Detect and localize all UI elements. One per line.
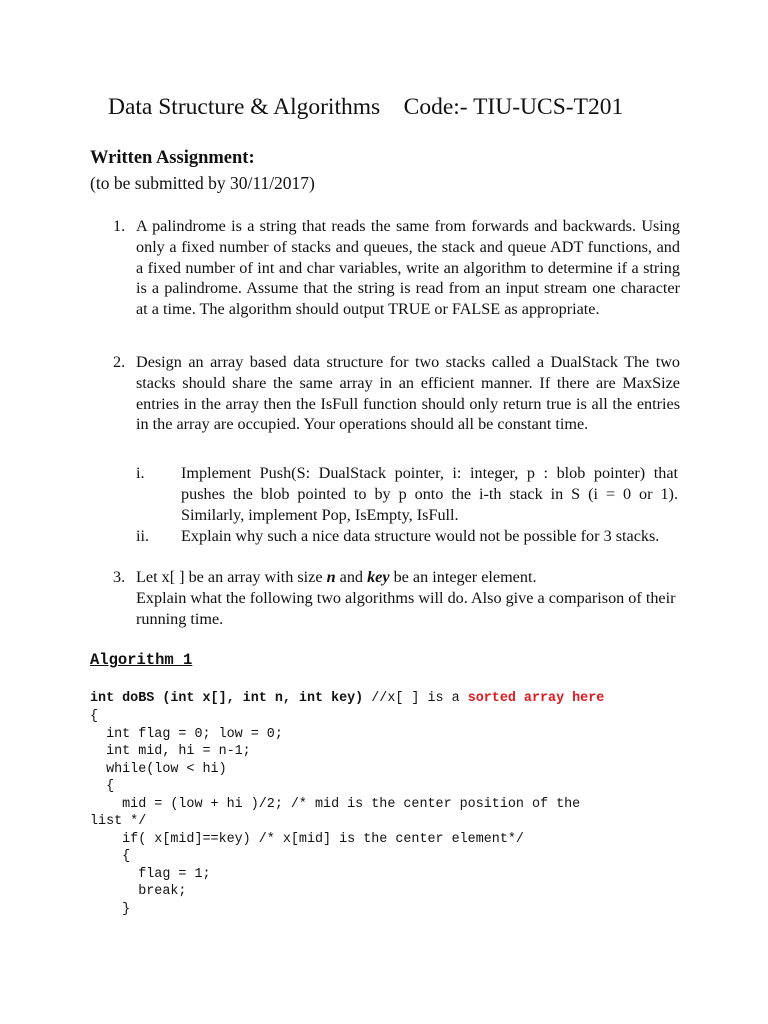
subitem-i <box>136 463 680 526</box>
algorithm-heading: Algorithm 1 <box>90 651 193 669</box>
question-text <box>136 567 680 629</box>
question-3-line1-a: Let x[ ] be an array with size <box>136 568 327 586</box>
code-signature <box>90 690 604 708</box>
code-signature-text: int doBS (int x[], int n, int key) <box>90 691 364 706</box>
subitem-text: Implement Push(S: DualStack pointer, i: integer, p : blob pointer) that pushes the blob pointed to by p onto the i-th stack in S (i = 0 or 1). Similarly, implement Pop, IsEmpty, IsFull. <box>181 464 678 524</box>
code-line: if( x[mid]==key) /* x[mid] is the center element*/ <box>90 832 524 847</box>
code-line: { <box>90 849 131 864</box>
question-3-line1-c: be an integer element. <box>389 568 537 586</box>
code-line: { <box>90 779 115 794</box>
variable-n: n <box>326 568 336 586</box>
subitem-numeral: i. <box>136 464 145 482</box>
code-line: while(low < hi) <box>90 762 227 777</box>
code-highlight: sorted array here <box>467 691 605 706</box>
subitem-text: Explain why such a nice data structure would not be possible for 3 stacks. <box>181 527 660 545</box>
assignment-deadline: (to be submitted by 30/11/2017) <box>90 173 315 193</box>
question-1 <box>113 216 680 342</box>
code-line: int flag = 0; low = 0; <box>90 727 283 742</box>
code-line: break; <box>90 884 187 899</box>
code-line: list */ <box>90 814 147 829</box>
subitem-numeral: ii. <box>136 527 150 545</box>
question-text: A palindrome is a string that reads the same from forwards and backwards. Using only a fixed number of stacks and queues, the stack and queue ADT functions, and a fixed number of int and char variables, write an algorithm to determine if a string is a palindrome. Assume that the string is read from an input stream one character at a time. The algorithm should output TRUE or FALSE as appropriate. <box>136 217 680 319</box>
question-3-line1-b: and <box>335 568 368 586</box>
page-title: Data Structure & Algorithms Code:- TIU-UCS-T201 <box>108 94 624 120</box>
question-text: Design an array based data structure for two stacks called a DualStack The two stacks should share the same array in an efficient manner. If there are MaxSize entries in the array then the IsFull function should only return true is all the entries in the array are occupied. Your operations should all be constant time. <box>136 353 680 434</box>
code-line: { <box>90 709 99 724</box>
question-number: 3. <box>113 568 126 586</box>
question-number: 1. <box>113 217 126 235</box>
subitem-ii <box>136 526 680 568</box>
code-line: flag = 1; <box>90 867 211 882</box>
question-number: 2. <box>113 353 126 371</box>
question-3-line2: Explain what the following two algorithms will do. Also give a comparison of their running time. <box>136 588 676 628</box>
variable-key: key <box>367 568 390 586</box>
question-3 <box>113 567 680 630</box>
code-line: int mid, hi = n-1; <box>90 744 251 759</box>
code-line: } <box>90 902 131 917</box>
code-signature-comment: //x[ ] is a <box>363 691 468 706</box>
assignment-heading: Written Assignment: <box>90 148 255 168</box>
code-line: mid = (low + hi )/2; /* mid is the center position of the <box>90 797 581 812</box>
question-2 <box>113 352 680 456</box>
